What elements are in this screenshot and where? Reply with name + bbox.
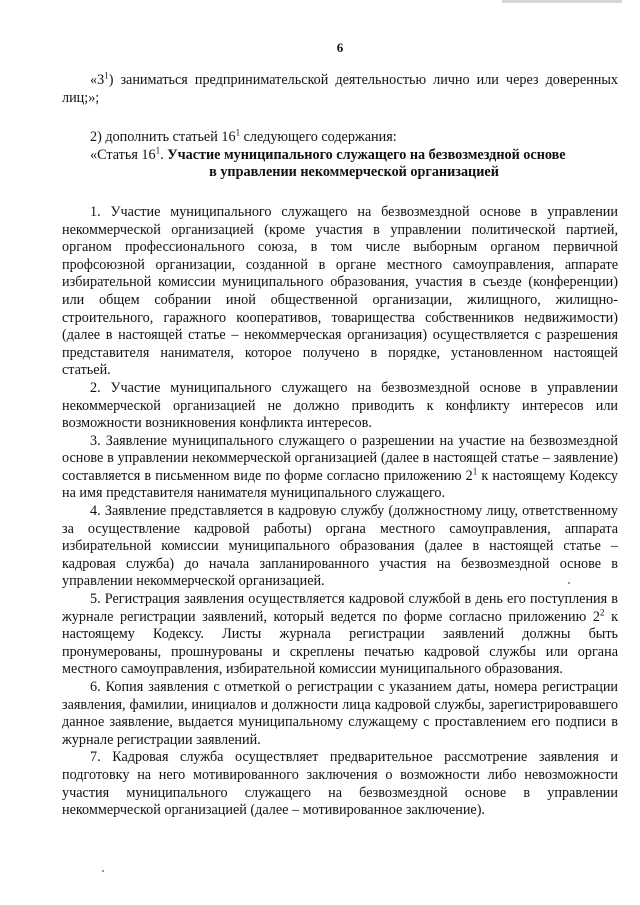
intro-prefix: «3: [90, 72, 105, 88]
article-label-dot: .: [160, 146, 164, 163]
scan-speck: [102, 870, 104, 872]
article-title-line1: Участие муниципального служащего на безвозмездной основе: [163, 146, 566, 163]
intro-text: ) заниматься предпринимательской деятельностью лично или через доверенных лиц;»;: [62, 72, 618, 106]
paragraph-5-part-b: к настоящему Кодексу. Листы журнала регистрации заявлений должны быть пронумерованы, прошнурованы и скреплены печатью кадровой службы или органа местного самоуправления, избирательной комиссии муниципального образования.: [62, 608, 618, 678]
paragraph-6: 6. Копия заявления с отметкой о регистрации с указанием даты, номера регистрации заявления, фамилии, инициалов и должности лица кадровой службы, зарегистрировавшего данное заявление, выдается муниципальному служащему с проставлением его подписи в журнале регистрации заявлений.: [62, 679, 618, 748]
paragraph-3-superscript: 1: [472, 466, 478, 477]
addition-paragraph: [62, 129, 618, 147]
scan-speck: [568, 582, 570, 584]
article-label-superscript: 1: [155, 145, 161, 156]
paragraph-5-part-a: 5. Регистрация заявления осуществляется кадровой службой в день его поступления в журнале регистрации заявлений, который ведется по форме согласно приложению 2: [62, 591, 618, 625]
article-title-line2: в управлении некоммерческой организацией: [209, 164, 499, 181]
addition-suffix: следующего содержания:: [240, 129, 397, 146]
article-label: «Статья 16: [90, 146, 156, 163]
intro-paragraph: [62, 72, 618, 107]
paragraph-5-superscript: 2: [599, 606, 605, 617]
intro-superscript: 1: [104, 70, 109, 81]
paragraph-4: 4. Заявление представляется в кадровую службу (должностному лицу, ответственному за осуществление кадровой работы) органа местного самоуправления, аппарата избирательной комиссии муниципального образования (далее в настоящей статье – кадровая служба) до начала запланированного участия на безвозмездной основе в управлении некоммерческой организацией.: [62, 503, 618, 590]
paragraph-3: [62, 433, 618, 503]
paragraph-3-part-a: 3. Заявление муниципального служащего о разрешении на участие на безвозмездной основе в управлении некоммерческой организацией (далее в настоящей статье – заявление) составляется в письменном виде по форме согласно приложению 2: [62, 432, 618, 484]
addition-superscript: 1: [235, 127, 241, 138]
paragraph-7: 7. Кадровая служба осуществляет предварительное рассмотрение заявления и подготовку на него мотивированного заключения о возможности либо невозможности участия муниципального служащего на безвозмездной основе в управлении некоммерческой организацией (далее – мотивированное заключение).: [62, 749, 618, 819]
paragraph-5: [62, 591, 618, 679]
paragraph-2: 2. Участие муниципального служащего на безвозмездной основе в управлении некоммерческой организацией не должно приводить к конфликту интересов или возможности возникновения конфликта интересов.: [62, 379, 618, 432]
paragraph-1: 1. Участие муниципального служащего на безвозмездной основе в управлении некоммерческой организацией (кроме участия в управлении политической партией, органом профессионального союза, в том числе выборным органом первичной профсоюзной организации, созданной в органе местного самоуправления, аппарате избирательной комиссии муниципального образования, участия в съезде (конференции) или общем собрании иной общественной организации, жилищного, жилищно-строительного, гаражного кооперативов, товарищества собственников недвижимости) (далее в настоящей статье – некоммерческая организация) осуществляется с разрешения представителя нанимателя, которое получено в порядке, установленном настоящей статьей.: [62, 203, 618, 379]
page-number: 6: [336, 40, 344, 55]
addition-prefix: 2) дополнить статьей 16: [90, 129, 236, 146]
paragraph-3-part-b: к настоящему Кодексу на имя представителя нанимателя муниципального служащего.: [62, 467, 618, 502]
article-heading: [62, 147, 618, 165]
